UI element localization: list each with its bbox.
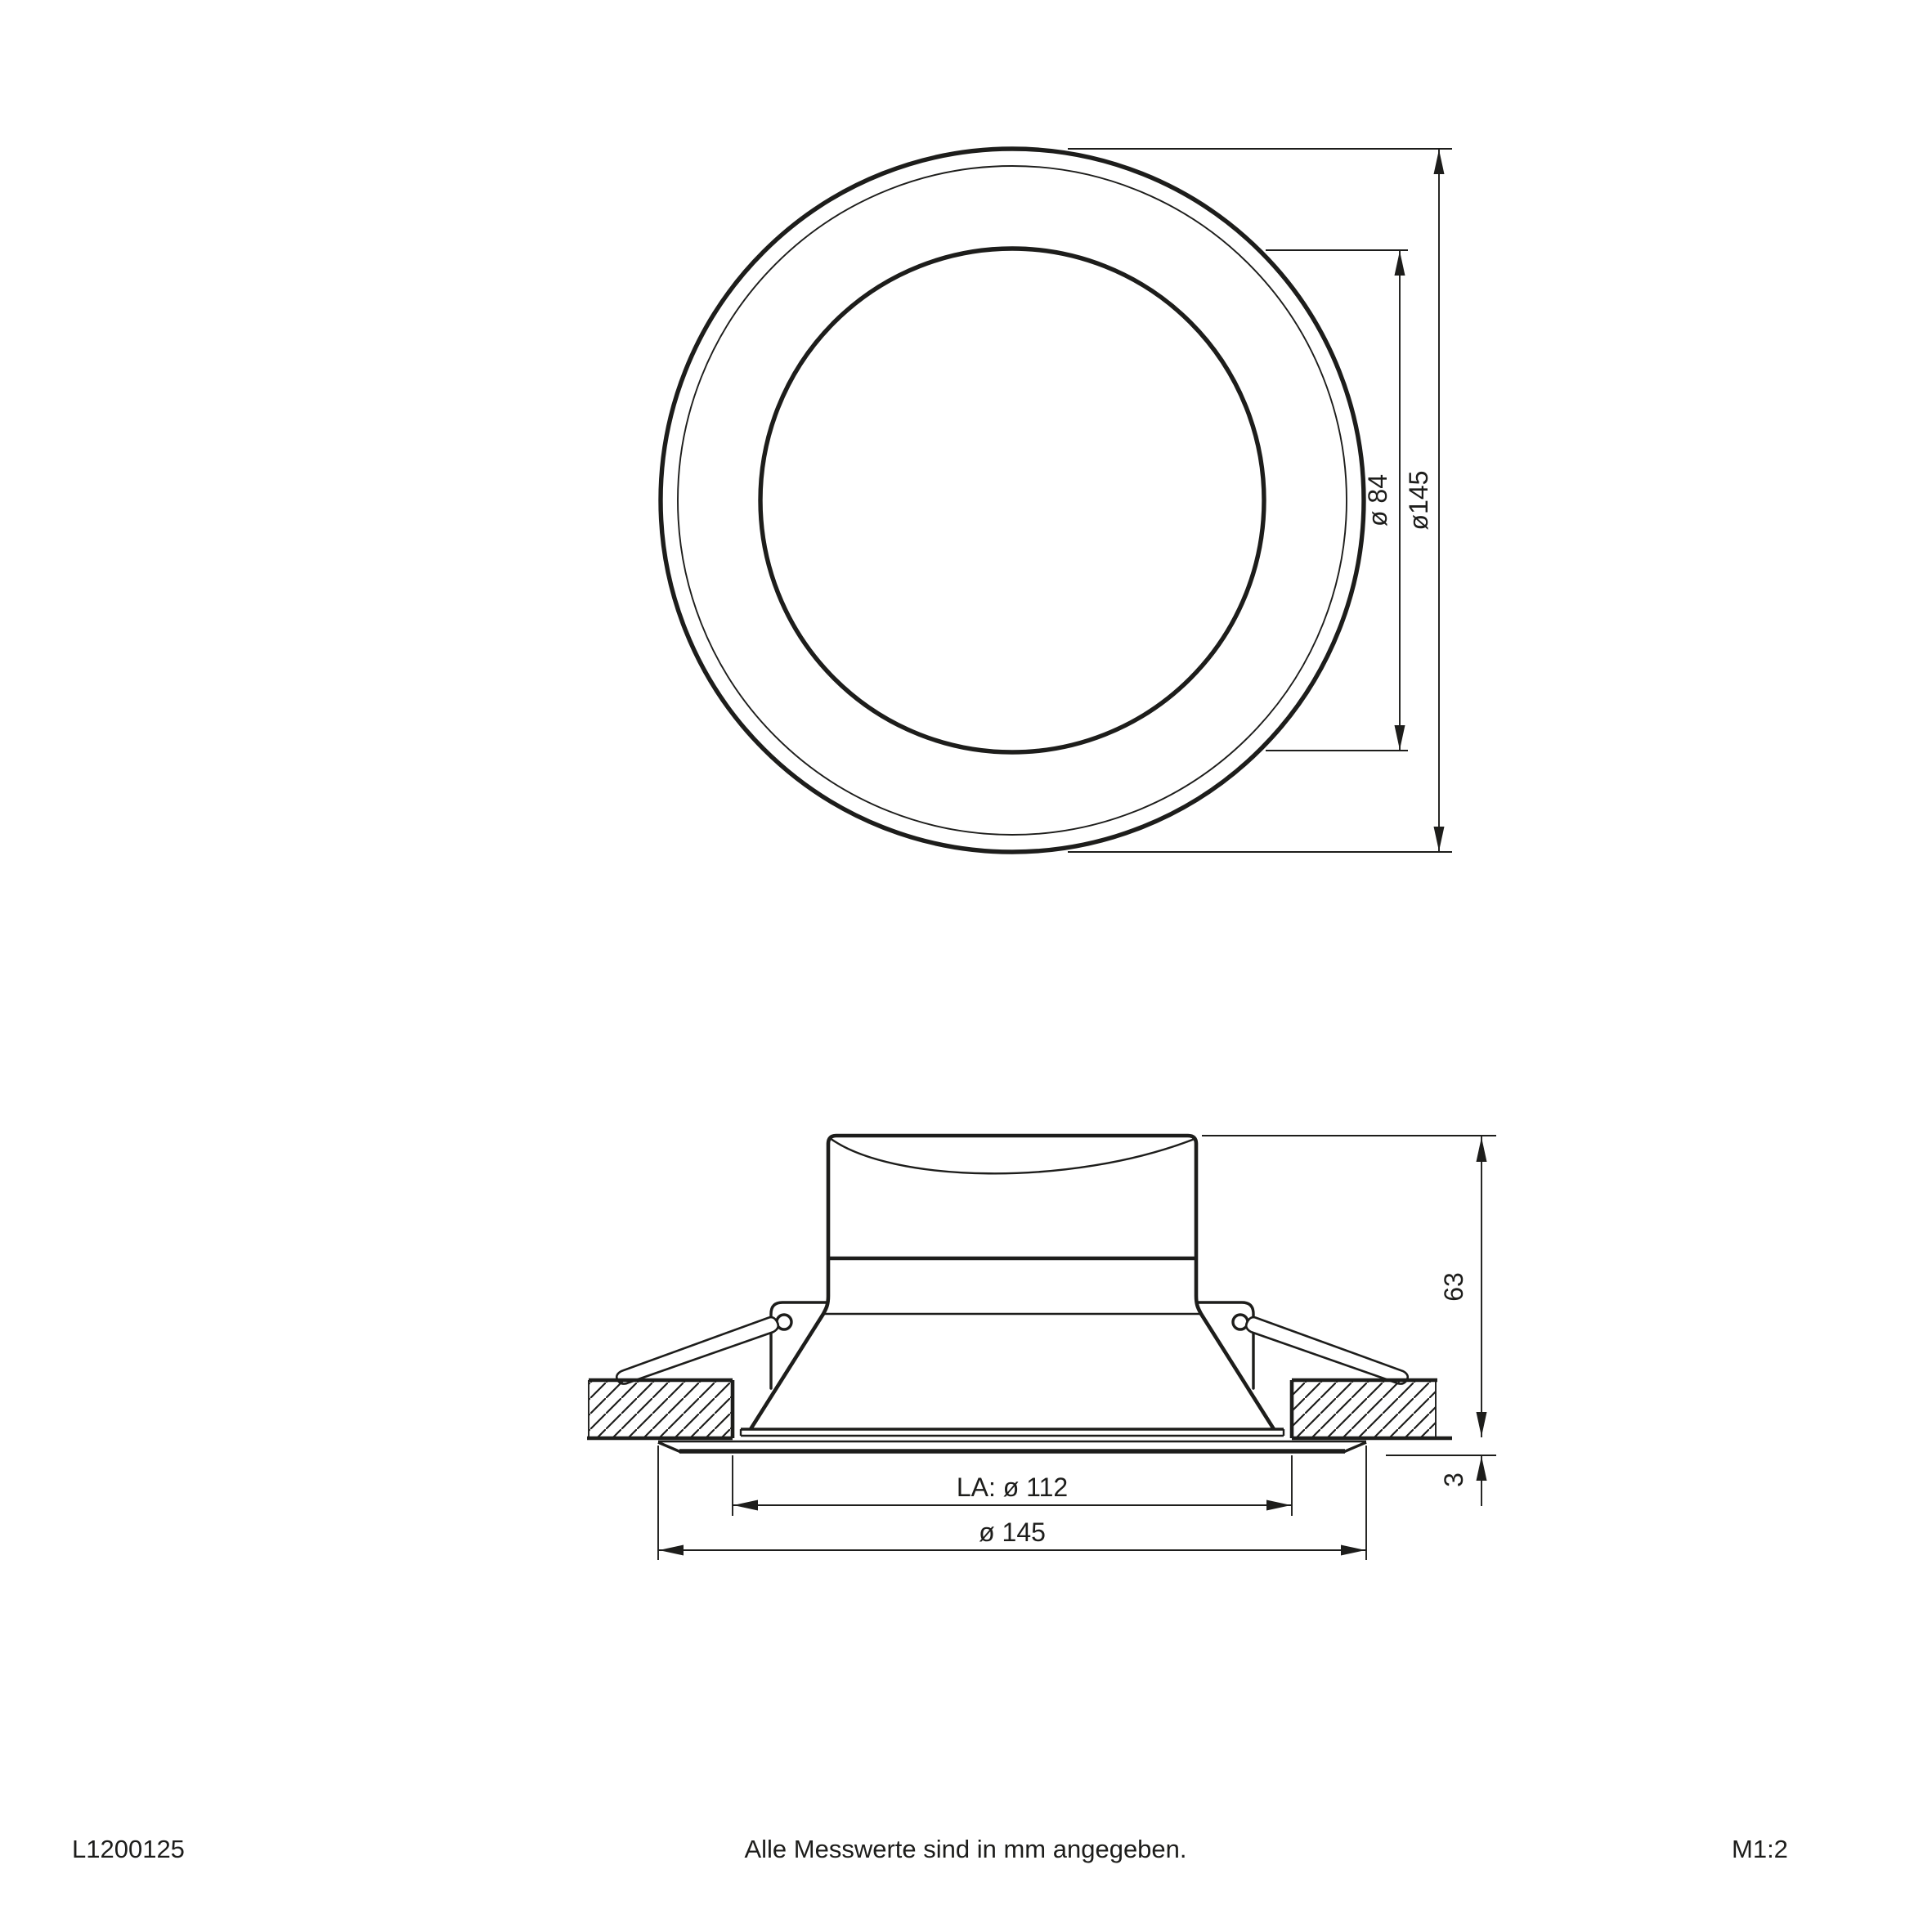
footer-article-number: L1200125	[72, 1835, 185, 1863]
ceiling-hatch-left	[589, 1381, 733, 1437]
arrow-inner-top	[1395, 251, 1405, 276]
footer	[72, 1835, 1788, 1863]
label-inner-diameter: ø 84	[1363, 473, 1392, 527]
arrow-depth-bottom	[1477, 1412, 1487, 1437]
trim-bevel-left	[658, 1442, 681, 1452]
arrow-depth-top	[1477, 1137, 1487, 1162]
footer-scale: M1:2	[1732, 1835, 1788, 1863]
arrow-outer-top	[1434, 150, 1445, 174]
housing-top-concave-curve	[830, 1138, 1195, 1173]
arrow-inner-bottom	[1395, 725, 1405, 750]
arrow-outer-bottom	[1434, 827, 1445, 851]
arrow-overall-right	[1341, 1545, 1365, 1556]
section-view	[587, 1136, 1496, 1560]
lens-opening-circle	[760, 249, 1264, 752]
label-cutout: LA: ø 112	[956, 1473, 1069, 1502]
trim-bevel-right	[1343, 1442, 1366, 1452]
arrow-cutout-left	[733, 1500, 758, 1511]
spring-clip-right	[1246, 1317, 1408, 1384]
arrow-cutout-right	[1266, 1500, 1291, 1511]
label-recess-depth: 63	[1439, 1272, 1468, 1302]
bezel-inner-edge-circle	[678, 166, 1347, 835]
label-overall-diameter: ø 145	[979, 1517, 1046, 1547]
label-trim-height: 3	[1439, 1473, 1468, 1487]
footer-note: Alle Messwerte sind in mm angegeben.	[744, 1835, 1187, 1863]
label-outer-diameter: ø145	[1404, 470, 1433, 531]
outer-bezel-circle	[661, 149, 1364, 852]
arrow-trim-up	[1477, 1456, 1487, 1481]
housing-cylinder-outline	[823, 1136, 1201, 1314]
spring-clip-left	[616, 1317, 778, 1384]
ceiling-hatch-right	[1292, 1381, 1436, 1437]
top-view	[661, 149, 1452, 852]
arrow-overall-left	[659, 1545, 684, 1556]
